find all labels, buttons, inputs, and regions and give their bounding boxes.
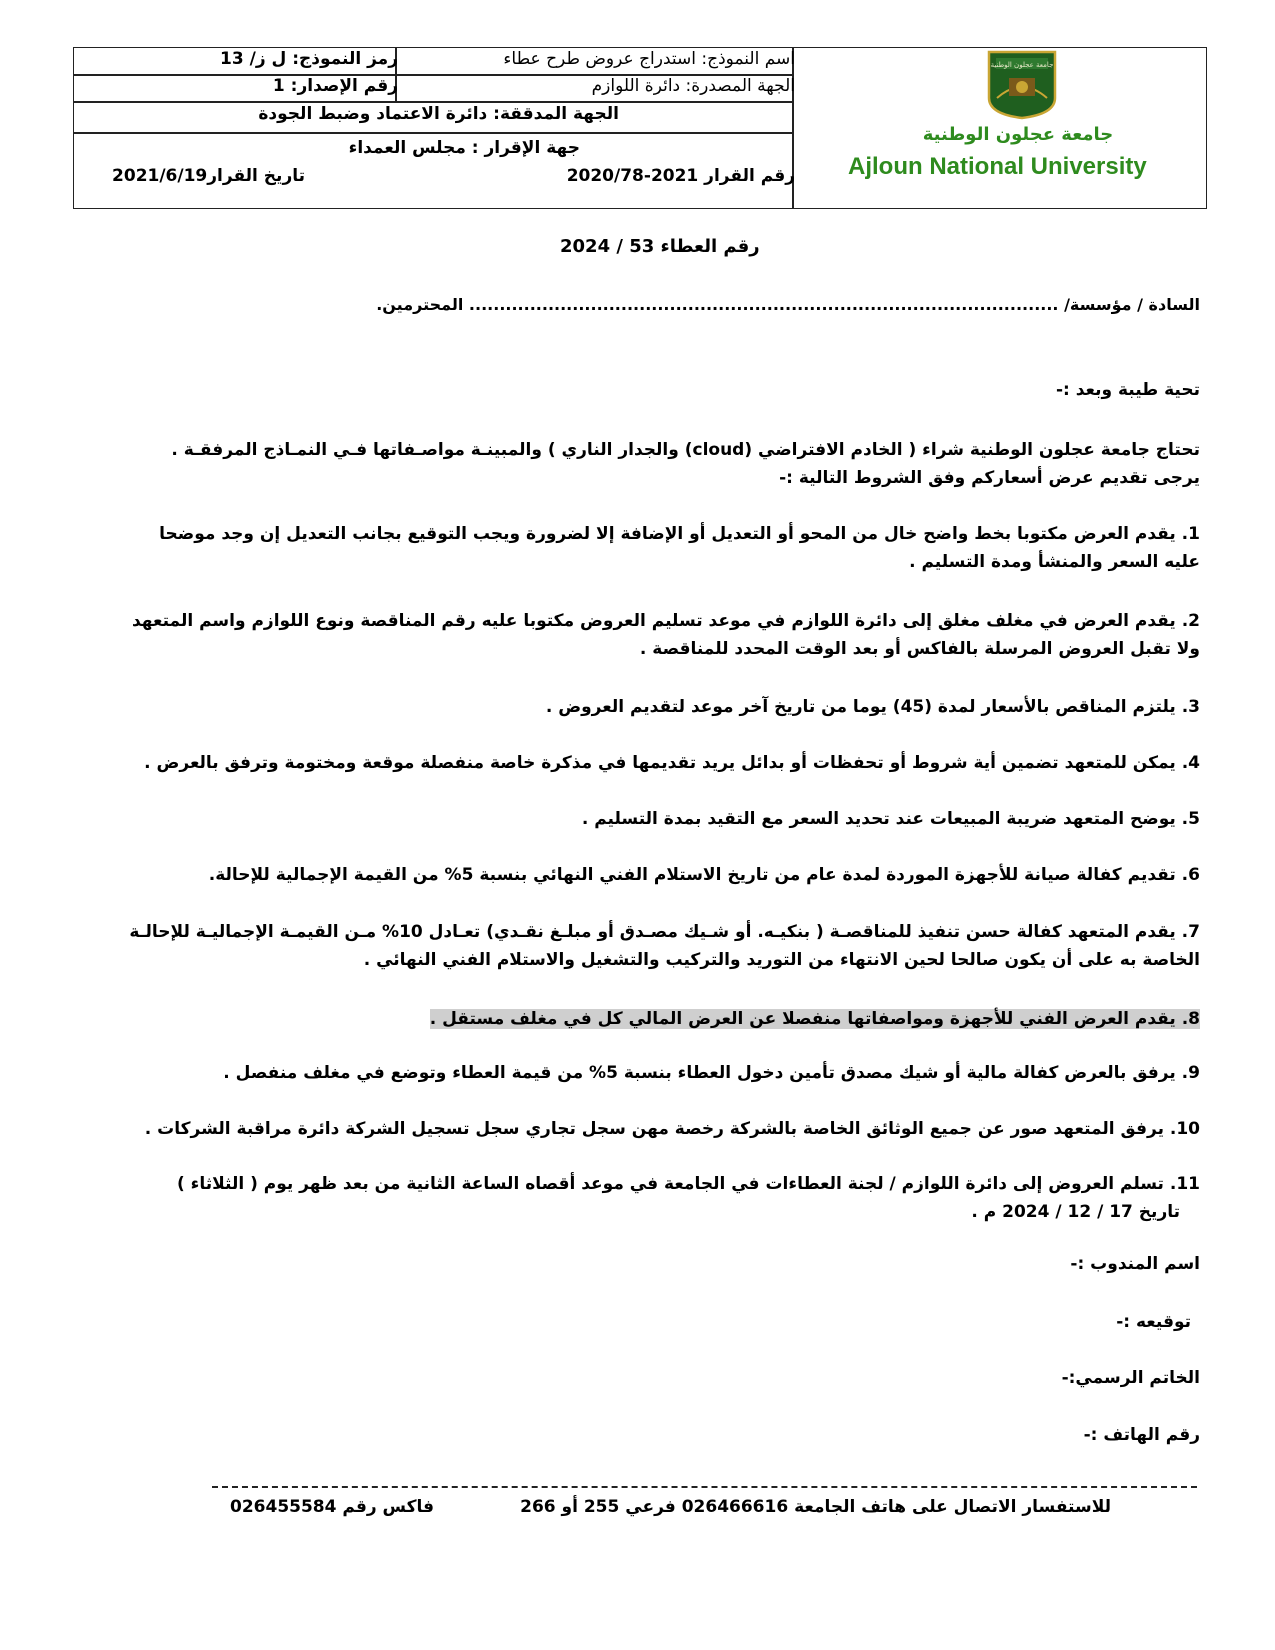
university-seal-logo [983, 48, 1061, 120]
phone-number-field: رقم الهاتف :- [1083, 1425, 1200, 1445]
condition-2-line-1: 2. يقدم العرض في مغلف مغلق إلى دائرة اللوازم في موعد تسليم العروض مكتوبا عليه رقم المناقصة ونوع اللوازم واسم المتعهد [131, 611, 1200, 631]
intro-line-1: تحتاج جامعة عجلون الوطنية شراء ( الخادم الافتراضي (cloud) والجدار الناري ) والمبينـة مواصـفاتها فـي النمـاذج المرفقـة . [171, 440, 1200, 460]
tender-number: رقم العطاء 53 / 2024 [560, 236, 760, 257]
seal-text: جامعة عجلون الوطنية [990, 61, 1054, 69]
issuer: الجهة المصدرة: دائرة اللوازم [591, 76, 795, 96]
university-name-ar: جامعة عجلون الوطنية [922, 124, 1114, 145]
decision-date: تاريخ القرار2021/6/19 [112, 166, 305, 186]
condition-10: 10. يرفق المتعهد صور عن جميع الوثائق الخاصة بالشركة رخصة مهن سجل تجاري سجل تسجيل الشركة دائرة مراقبة الشركات . [144, 1119, 1200, 1139]
condition-6: 6. تقديم كفالة صيانة للأجهزة الموردة لمدة عام من تاريخ الاستلام الفني النهائي بنسبة 5% من القيمة الإجمالية للإحالة. [208, 865, 1200, 885]
signature-field: توقيعه :- [1116, 1312, 1191, 1332]
addressee-line: السادة / مؤسسة/ ................................................................................................. المحترمين. [376, 295, 1200, 314]
condition-5: 5. يوضح المتعهد ضريبة المبيعات عند تحديد السعر مع التقيد بمدة التسليم . [581, 809, 1200, 829]
issue-number: رقم الإصدار: 1 [272, 76, 398, 96]
condition-7-line-1: 7. يقدم المتعهد كفالة حسن تنفيذ للمناقصـة ( بنكيـه. أو شـيك مصـدق أو مبلـغ نقـدي) تعـادل 10% مـن القيمـة الإجماليـة للإحالـة [129, 922, 1200, 942]
highlight-mark: 8. يقدم العرض الفني للأجهزة ومواصفاتها منفصلا عن العرض المالي كل في مغلف مستقل . [429, 1009, 1200, 1029]
condition-11-line-2: تاريخ 17 / 12 / 2024 م . [971, 1202, 1180, 1222]
condition-3: 3. يلتزم المناقص بالأسعار لمدة (45) يوما من تاريخ آخر موعد لتقديم العروض . [545, 697, 1200, 717]
delegate-name-field: اسم المندوب :- [1070, 1254, 1200, 1274]
condition-9: 9. يرفق بالعرض كفالة مالية أو شيك مصدق تأمين دخول العطاء بنسبة 5% من قيمة العطاء وتوضع في مغلف منفصل . [223, 1063, 1200, 1083]
condition-11-line-1: 11. تسلم العروض إلى دائرة اللوازم / لجنة العطاءات في الجامعة في موعد أقصاه الساعة الثانية من بعد ظهر يوم ( الثلاثاء ) [176, 1174, 1200, 1194]
footer-fax: فاكس رقم 026455584 [230, 1497, 434, 1517]
condition-8-highlighted [430, 1005, 1200, 1033]
condition-4: 4. يمكن للمتعهد تضمين أية شروط أو تحفظات أو بدائل يريد تقديمها في مذكرة خاصة منفصلة موقعة ومختومة وترفق بالعرض . [144, 753, 1200, 773]
condition-2-line-2: ولا تقبل العروض المرسلة بالفاكس أو بعد الوقت المحدد للمناقصة . [639, 639, 1200, 659]
footer-divider [212, 1486, 1197, 1488]
approval-body: جهة الإقرار : مجلس العمداء [348, 138, 580, 158]
decision-number: رقم القرار 2021-2020/78 [566, 166, 795, 186]
intro-line-2: يرجى تقديم عرض أسعاركم وفق الشروط التالية :- [779, 468, 1200, 488]
form-code: رمز النموذج: ل ز/ 13 [220, 49, 398, 69]
condition-7-line-2: الخاصة به على أن يكون صالحا لحين الانتهاء من التوريد والتركيب والتشغيل والاستلام الفني النهائي . [363, 950, 1200, 970]
auditing-body: الجهة المدققة: دائرة الاعتماد وضبط الجودة [258, 104, 619, 124]
condition-1-line-2: عليه السعر والمنشأ ومدة التسليم . [909, 552, 1200, 572]
greeting: تحية طيبة وبعد :- [1055, 380, 1200, 400]
condition-1-line-1: 1. يقدم العرض مكتوبا بخط واضح خال من المحو أو التعديل أو الإضافة إلا لضرورة ويجب التوقيع بجانب التعديل إن وجد موضحا [159, 524, 1200, 544]
form-name: اسم النموذج: استدراج عروض طرح عطاء [503, 49, 795, 69]
official-stamp-field: الخاتم الرسمي:- [1061, 1368, 1200, 1388]
university-name-en: Ajloun National University [848, 153, 1147, 180]
footer-inquiry: للاستفسار الاتصال على هاتف الجامعة 026466616 فرعي 255 أو 266 [520, 1497, 1111, 1517]
